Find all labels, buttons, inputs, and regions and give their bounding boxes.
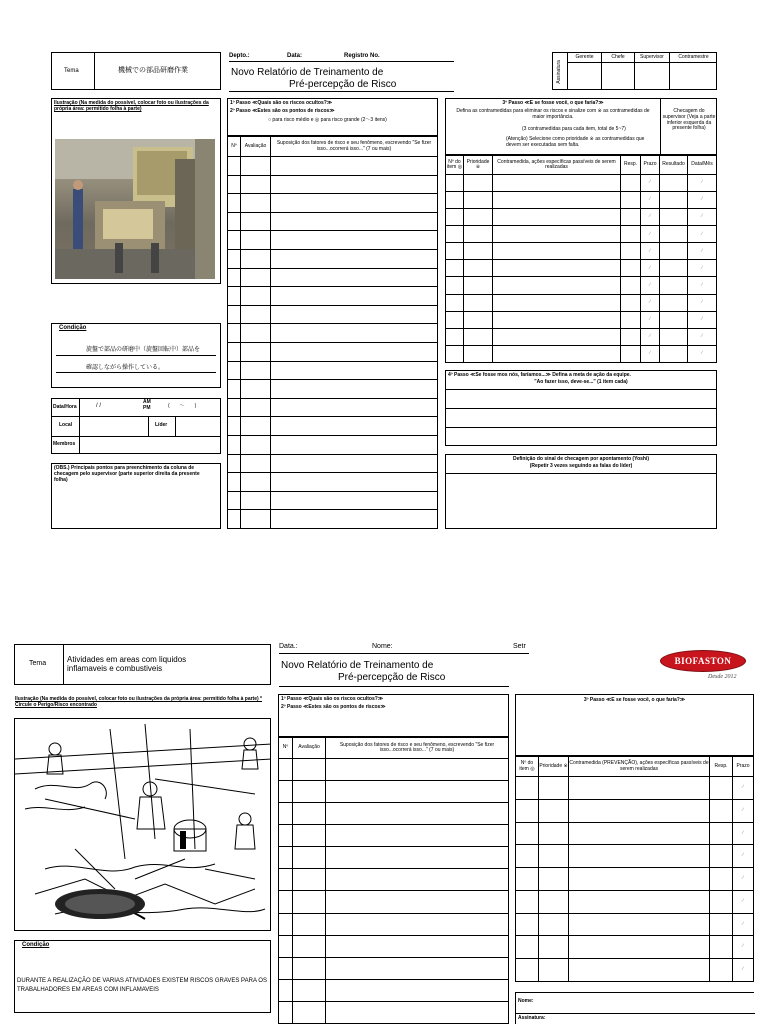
table-row[interactable] (228, 417, 438, 436)
step1-text-2: 1º Passo ≪Quais são os riscos ocultos?≫ (281, 696, 384, 702)
datahora-label: Data/Hora (53, 404, 77, 410)
assinatura-label: Assinatura (556, 60, 563, 84)
table-row[interactable] (228, 491, 438, 510)
data2-label: Data.: (279, 643, 298, 650)
step2-text-2: 2º Passo ≪Estes são os pontos de riscos≫ (281, 704, 386, 710)
sinal-sub: (Repetir 3 vezes seguindo as falas do líder) (529, 463, 633, 469)
role-gerente: Gerente (575, 54, 594, 60)
col-contramedida-header-2: Contramedida (PREVENÇÃO), ações específicas passíveis de serem realizadas (569, 757, 710, 777)
form2-title (281, 660, 445, 683)
table-row[interactable]: ∕ (516, 890, 754, 913)
steps12-table (227, 136, 438, 529)
tema-value[interactable]: 機械での部品研磨作業 (118, 67, 188, 74)
table-row[interactable]: ∕ ∕ (446, 294, 717, 311)
table-row[interactable] (279, 825, 509, 847)
datahora-value[interactable]: / / (96, 403, 102, 409)
table-row[interactable]: ∕ (516, 845, 754, 868)
col-avaliacao-header: Avaliação (241, 137, 271, 157)
col-suposicao-header: Suposição dos fatores de risco e seu fenômeno, escrevendo "Se fizer isso...ocorrerá isso..." (7 ou mais) (271, 137, 438, 157)
table-row[interactable] (228, 249, 438, 268)
col-prioridade-header-2: Prioridade ※ (539, 757, 569, 777)
table-row[interactable] (228, 157, 438, 176)
condicao2-box (14, 940, 271, 1013)
table-row[interactable] (279, 847, 509, 869)
table-row[interactable] (228, 398, 438, 417)
step3-table-2 (515, 756, 754, 982)
col-resp-header-2: Resp. (710, 757, 733, 777)
table-row[interactable]: ∕ ∕ (446, 209, 717, 226)
step3-text: 3º Passo ≪E se fosse você, o que faria?≫ (502, 100, 604, 106)
step2-text: 2º Passo ≪Estes são os pontos de riscos≫ (230, 108, 335, 114)
steps12-header (227, 98, 438, 136)
step4-box (445, 370, 717, 446)
membros-label: Membros (53, 441, 76, 447)
step3-count: (3 contramedidas para cada item, total de 5~7) (522, 126, 626, 132)
table-row[interactable] (228, 324, 438, 343)
table-row[interactable] (228, 342, 438, 361)
table-row[interactable] (228, 268, 438, 287)
form1-title (231, 67, 396, 90)
table-row[interactable]: ∕ ∕ (446, 226, 717, 243)
table-row[interactable] (228, 473, 438, 492)
table-row[interactable] (279, 803, 509, 825)
time-range[interactable]: ( ～ ) (168, 403, 197, 409)
tema-box (51, 52, 221, 90)
col-suposicao-header-2: Suposição dos fatores de risco e seu fenômeno, escrevendo "Se fizer isso...ocorrerá isso..." (7 ou mais) (326, 738, 509, 759)
condicao-line1[interactable]: 旋盤で部品の研磨中（旋盤回転中）部品を (86, 347, 201, 353)
table-row[interactable] (279, 869, 509, 891)
nome2-label: Nome: (518, 998, 534, 1004)
table-row[interactable] (279, 1001, 509, 1023)
table-row[interactable]: ∕ (516, 777, 754, 800)
table-row[interactable] (279, 979, 509, 1001)
table-row[interactable]: ∕ ∕ (446, 345, 717, 362)
role-supervisor: Supervisor (640, 54, 664, 60)
datahora-grid (51, 398, 221, 454)
table-row[interactable] (228, 212, 438, 231)
table-row[interactable] (228, 435, 438, 454)
step3-header (445, 98, 717, 155)
table-row[interactable] (279, 957, 509, 979)
tema2-label: Tema (29, 660, 47, 667)
table-row[interactable]: ∕ (516, 799, 754, 822)
table-row[interactable]: ∕ ∕ (446, 175, 717, 192)
table-row[interactable]: ∕ (516, 936, 754, 959)
signoff-box (515, 992, 754, 1024)
table-row[interactable] (228, 305, 438, 324)
col-prazo-header: Prazo (641, 156, 660, 175)
step1-text: 1º Passo ≪Quais são os riscos ocultos?≫ (230, 100, 333, 106)
steps12-table-2 (278, 737, 509, 1024)
col-item-header-2: Nº do item ◎ (516, 757, 539, 777)
hazard-illustration (14, 718, 271, 931)
condicao-line2[interactable]: 確認しながら操作している。 (86, 365, 165, 371)
title2-line2: Pré-percepção de Risco (338, 671, 446, 683)
title-line2: Pré-percepção de Risco (289, 78, 397, 90)
col-item-header: Nº do item ◎ (446, 156, 464, 175)
role-contramestre: Contramestre (678, 54, 709, 60)
col-no-header: Nº (228, 137, 241, 157)
title-line1: Novo Relatório de Treinamento de (231, 67, 384, 78)
assinatura-table (552, 52, 717, 90)
obs-box (51, 463, 221, 529)
condicao2-text[interactable]: DURANTE A REALIZAÇÃO DE VARIAS ATIVIDADES EXISTEM RISCOS GRAVES PARA OS TRABALHADORES EM AREAS COM INFLAMAVEIS (17, 978, 267, 993)
col-resp-header: Resp. (621, 156, 641, 175)
step4-sub: "Ao fazer isso, deve-se..." (1 item cada) (534, 379, 628, 385)
table-row[interactable] (279, 781, 509, 803)
assinatura2-label: Assinatura: (518, 1015, 546, 1021)
table-row[interactable]: ∕ ∕ (446, 277, 717, 294)
table-row[interactable]: ∕ (516, 959, 754, 982)
table-row[interactable] (279, 891, 509, 913)
table-row[interactable] (228, 454, 438, 473)
lider-label: Líder (155, 422, 168, 428)
sinal-text: Definição do sinal de checagem por apontamento (Yoshi) (512, 456, 650, 462)
table-row[interactable]: ∕ (516, 822, 754, 845)
nome-label: Nome: (372, 643, 393, 650)
tema2-value[interactable]: Atividades em areas com liquidos inflamaveis e combustiveis (67, 655, 187, 674)
tema2-box (14, 644, 271, 685)
col-no-header-2: Nº (279, 738, 293, 759)
table-row[interactable] (228, 380, 438, 399)
title2-line1: Novo Relatório de Treinamento de (281, 660, 434, 671)
col-prazo-header-2: Prazo (733, 757, 754, 777)
ilustracao-box (51, 98, 221, 284)
local-label: Local (59, 422, 73, 428)
table-row[interactable]: ∕ ∕ (446, 243, 717, 260)
table-row[interactable]: ∕ (516, 868, 754, 891)
step2-sub: ○ para risco médio e ◎ para risco grande (2～3 itens) (268, 117, 387, 123)
machine-photo-art (55, 139, 215, 279)
data-label: Data: (287, 53, 303, 59)
ampm-label: AM PM (143, 399, 151, 411)
condicao-box (51, 323, 221, 388)
col-prioridade-header: Prioridade ※ (464, 156, 493, 175)
col-resultado-header: Resultado (660, 156, 688, 175)
table-row[interactable] (279, 913, 509, 935)
table-row[interactable] (228, 231, 438, 250)
table-row[interactable] (228, 510, 438, 529)
table-row[interactable] (228, 175, 438, 194)
depto-label: Depto.: (229, 53, 250, 59)
step4-text: 4º Passo ≪Se fosse mos nós, faríamos...≫ Defina a meta de ação da equipe. (448, 372, 631, 378)
table-row[interactable]: ∕ ∕ (446, 260, 717, 277)
col-datames-header: Data/Mês (688, 156, 717, 175)
table-row[interactable]: ∕ (516, 913, 754, 936)
condicao2-label: Condição (22, 942, 50, 948)
logo-tagline: Desde 2012 (708, 674, 737, 680)
table-row[interactable]: ∕ ∕ (446, 311, 717, 328)
sinal-box (445, 454, 717, 529)
ilustracao2-note: Ilustração (Na medida do possível, colocar foto ou ilustrações da própria área: permitido folha à parte) * Circule o Perigo/Risco encontrado (15, 696, 263, 708)
table-row[interactable]: ∕ ∕ (446, 192, 717, 209)
step3-text-2: 3º Passo ≪E se fosse você, o que faria?≫ (583, 697, 686, 703)
table-row[interactable]: ∕ ∕ (446, 328, 717, 345)
registro-label: Registro No. (344, 53, 380, 59)
checagem-text: Checagem do supervisor (Veja a parte inferior esquerda da presente folha) (662, 108, 716, 132)
setor-label: Setr (513, 643, 526, 650)
step3-header-2 (515, 694, 754, 756)
table-row[interactable] (279, 759, 509, 781)
hazard-illustration-art (15, 719, 271, 931)
table-row[interactable] (228, 194, 438, 213)
step3-alert: (Atenção) Selecione como prioridade ※ as contramedidas que devem ser executadas sem falta. (506, 136, 645, 148)
table-row[interactable] (228, 287, 438, 306)
biofaston-logo (660, 648, 750, 682)
obs-text: (OBS.) Principais pontos para preenchimento da coluna de checagem pelo supervisor (parte superior direita da presente folha) (54, 465, 200, 483)
step3-desc: Defina as contramedidas para eliminar os riscos e sinalize com ※ as contramedidas de maior importância. (456, 108, 650, 120)
ilustracao-note: Ilustração (Na medida do possível, colocar foto ou ilustrações da própria área: permitido folha à parte) (54, 100, 209, 112)
col-contramedida-header: Contramedida, ações específicas passíveis de serem realizadas (493, 156, 621, 175)
table-row[interactable] (228, 361, 438, 380)
condicao-label: Condição (59, 325, 87, 331)
machine-photo (55, 139, 215, 279)
col-avaliacao-header-2: Avaliação (293, 738, 326, 759)
logo-text: BIOFASTON (674, 656, 732, 666)
tema-label: Tema (64, 68, 79, 74)
steps12-header-2 (278, 694, 509, 737)
table-row[interactable] (279, 935, 509, 957)
step3-table (445, 155, 717, 363)
role-chefe: Chefe (611, 54, 625, 60)
